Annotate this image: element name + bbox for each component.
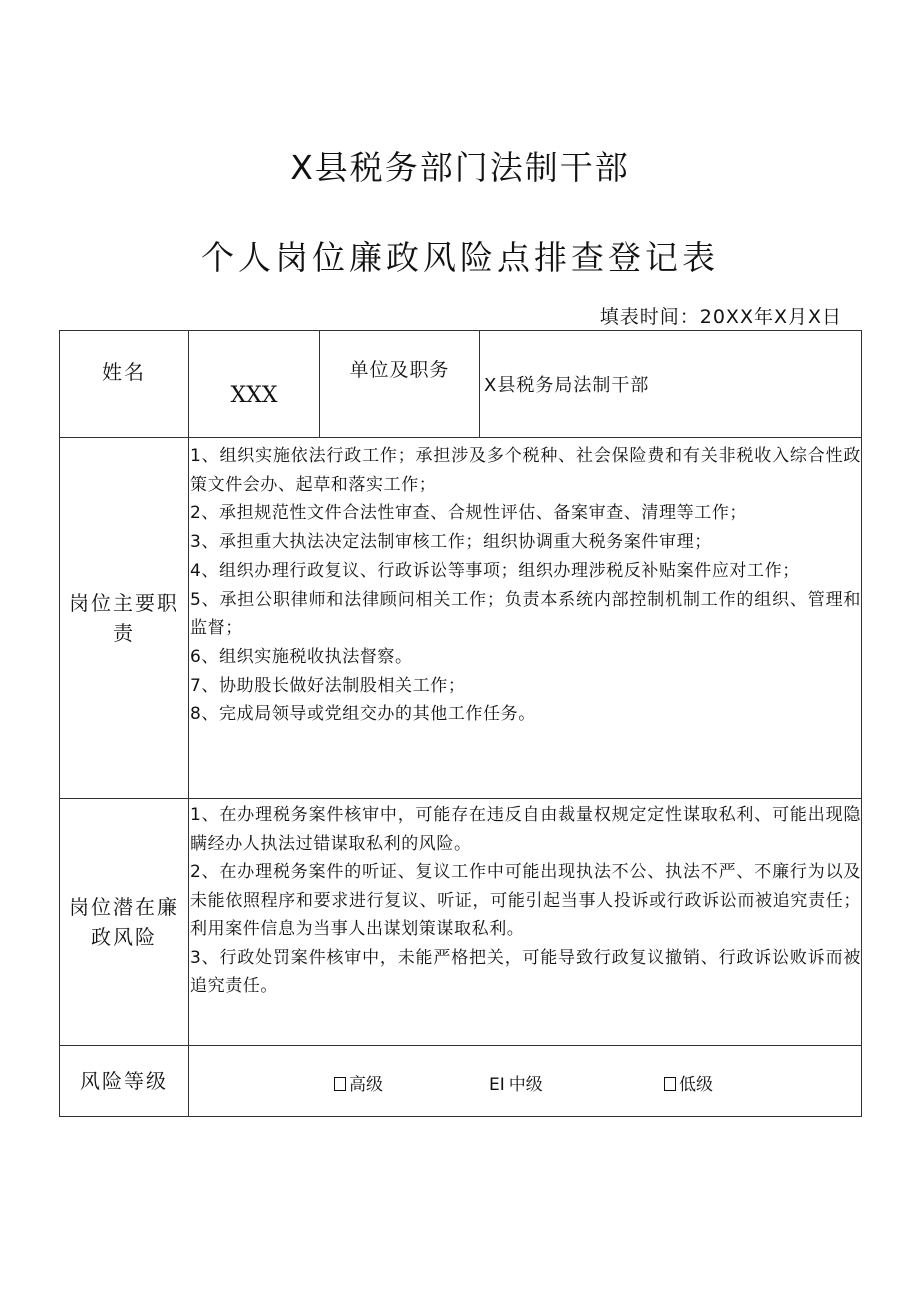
level-high-label: 高级 xyxy=(349,1075,383,1095)
row-duties xyxy=(60,438,862,799)
risks-label xyxy=(60,799,189,1046)
level-label: 风险等级 xyxy=(60,1046,189,1117)
checkbox-empty-icon[interactable] xyxy=(334,1077,346,1091)
level-mid-option[interactable] xyxy=(489,1070,543,1095)
risk-item: 2、在办理税务案件的听证、复议工作中可能出现执法不公、执法不严、不廉行为以及未能依照程序和要求进行复议、听证，可能引起当事人投诉或行政诉讼而被追究责任；利用案件信息为当事人出谋划策谋取私利。 xyxy=(190,862,861,939)
duty-item: 4、组织办理行政复议、行政诉讼等事项；组织办理涉税反补贴案件应对工作； xyxy=(190,560,800,581)
level-mid-mark: EI xyxy=(489,1075,505,1095)
row-basic-info xyxy=(60,331,862,438)
duty-item: 3、承担重大执法决定法制审核工作；组织协调重大税务案件审理； xyxy=(190,532,712,553)
duty-item: 2、承担规范性文件合法性审查、合规性评估、备案审查、清理等工作； xyxy=(190,503,748,524)
duty-item: 8、完成局领导或党组交办的其他工作任务。 xyxy=(190,704,536,725)
level-high-option[interactable] xyxy=(334,1070,383,1095)
unit-label: 单位及职务 xyxy=(320,331,480,438)
checkbox-empty-icon[interactable] xyxy=(664,1077,676,1091)
name-value: XXX xyxy=(189,331,320,438)
row-risk-level xyxy=(60,1046,862,1117)
level-low-label: 低级 xyxy=(679,1075,713,1095)
level-low-option[interactable] xyxy=(664,1070,713,1095)
risk-item: 1、在办理税务案件核审中，可能存在违反自由裁量权规定定性谋取私利、可能出现隐瞒经办人执法过错谋取私利的风险。 xyxy=(190,805,861,854)
title-line2: 个人岗位廉政风险点排查登记表 xyxy=(201,238,719,277)
duties-cell xyxy=(189,438,862,799)
level-mid-label: 中级 xyxy=(508,1075,543,1095)
duties-label xyxy=(60,438,189,799)
risks-label-text: 岗位潜在廉政风险 xyxy=(69,895,179,949)
duty-item: 1、组织实施依法行政工作；承担涉及多个税种、社会保险费和有关非税收入综合性政策文件会办、起草和落实工作； xyxy=(190,446,861,495)
row-risks xyxy=(60,799,862,1046)
registration-table xyxy=(59,330,862,1117)
name-label: 姓名 xyxy=(60,331,189,438)
title-line1: X县税务部门法制干部 xyxy=(290,148,630,187)
risks-cell xyxy=(189,799,862,1046)
duty-item: 6、组织实施税收执法督察。 xyxy=(190,646,413,667)
duty-item: 5、承担公职律师和法律顾问相关工作；负责本系统内部控制机制工作的组织、管理和监督； xyxy=(190,589,861,639)
duties-label-text: 岗位主要职责 xyxy=(69,591,179,645)
fill-date: 填表时间：20XX年X月X日 xyxy=(599,306,842,328)
level-options-cell xyxy=(189,1046,862,1117)
unit-value: X县税务局法制干部 xyxy=(480,331,862,438)
risk-item: 3、行政处罚案件核审中，未能严格把关，可能导致行政复议撤销、行政诉讼败诉而被追究责任。 xyxy=(190,947,861,996)
duty-item: 7、协助股长做好法制股相关工作； xyxy=(190,675,466,696)
